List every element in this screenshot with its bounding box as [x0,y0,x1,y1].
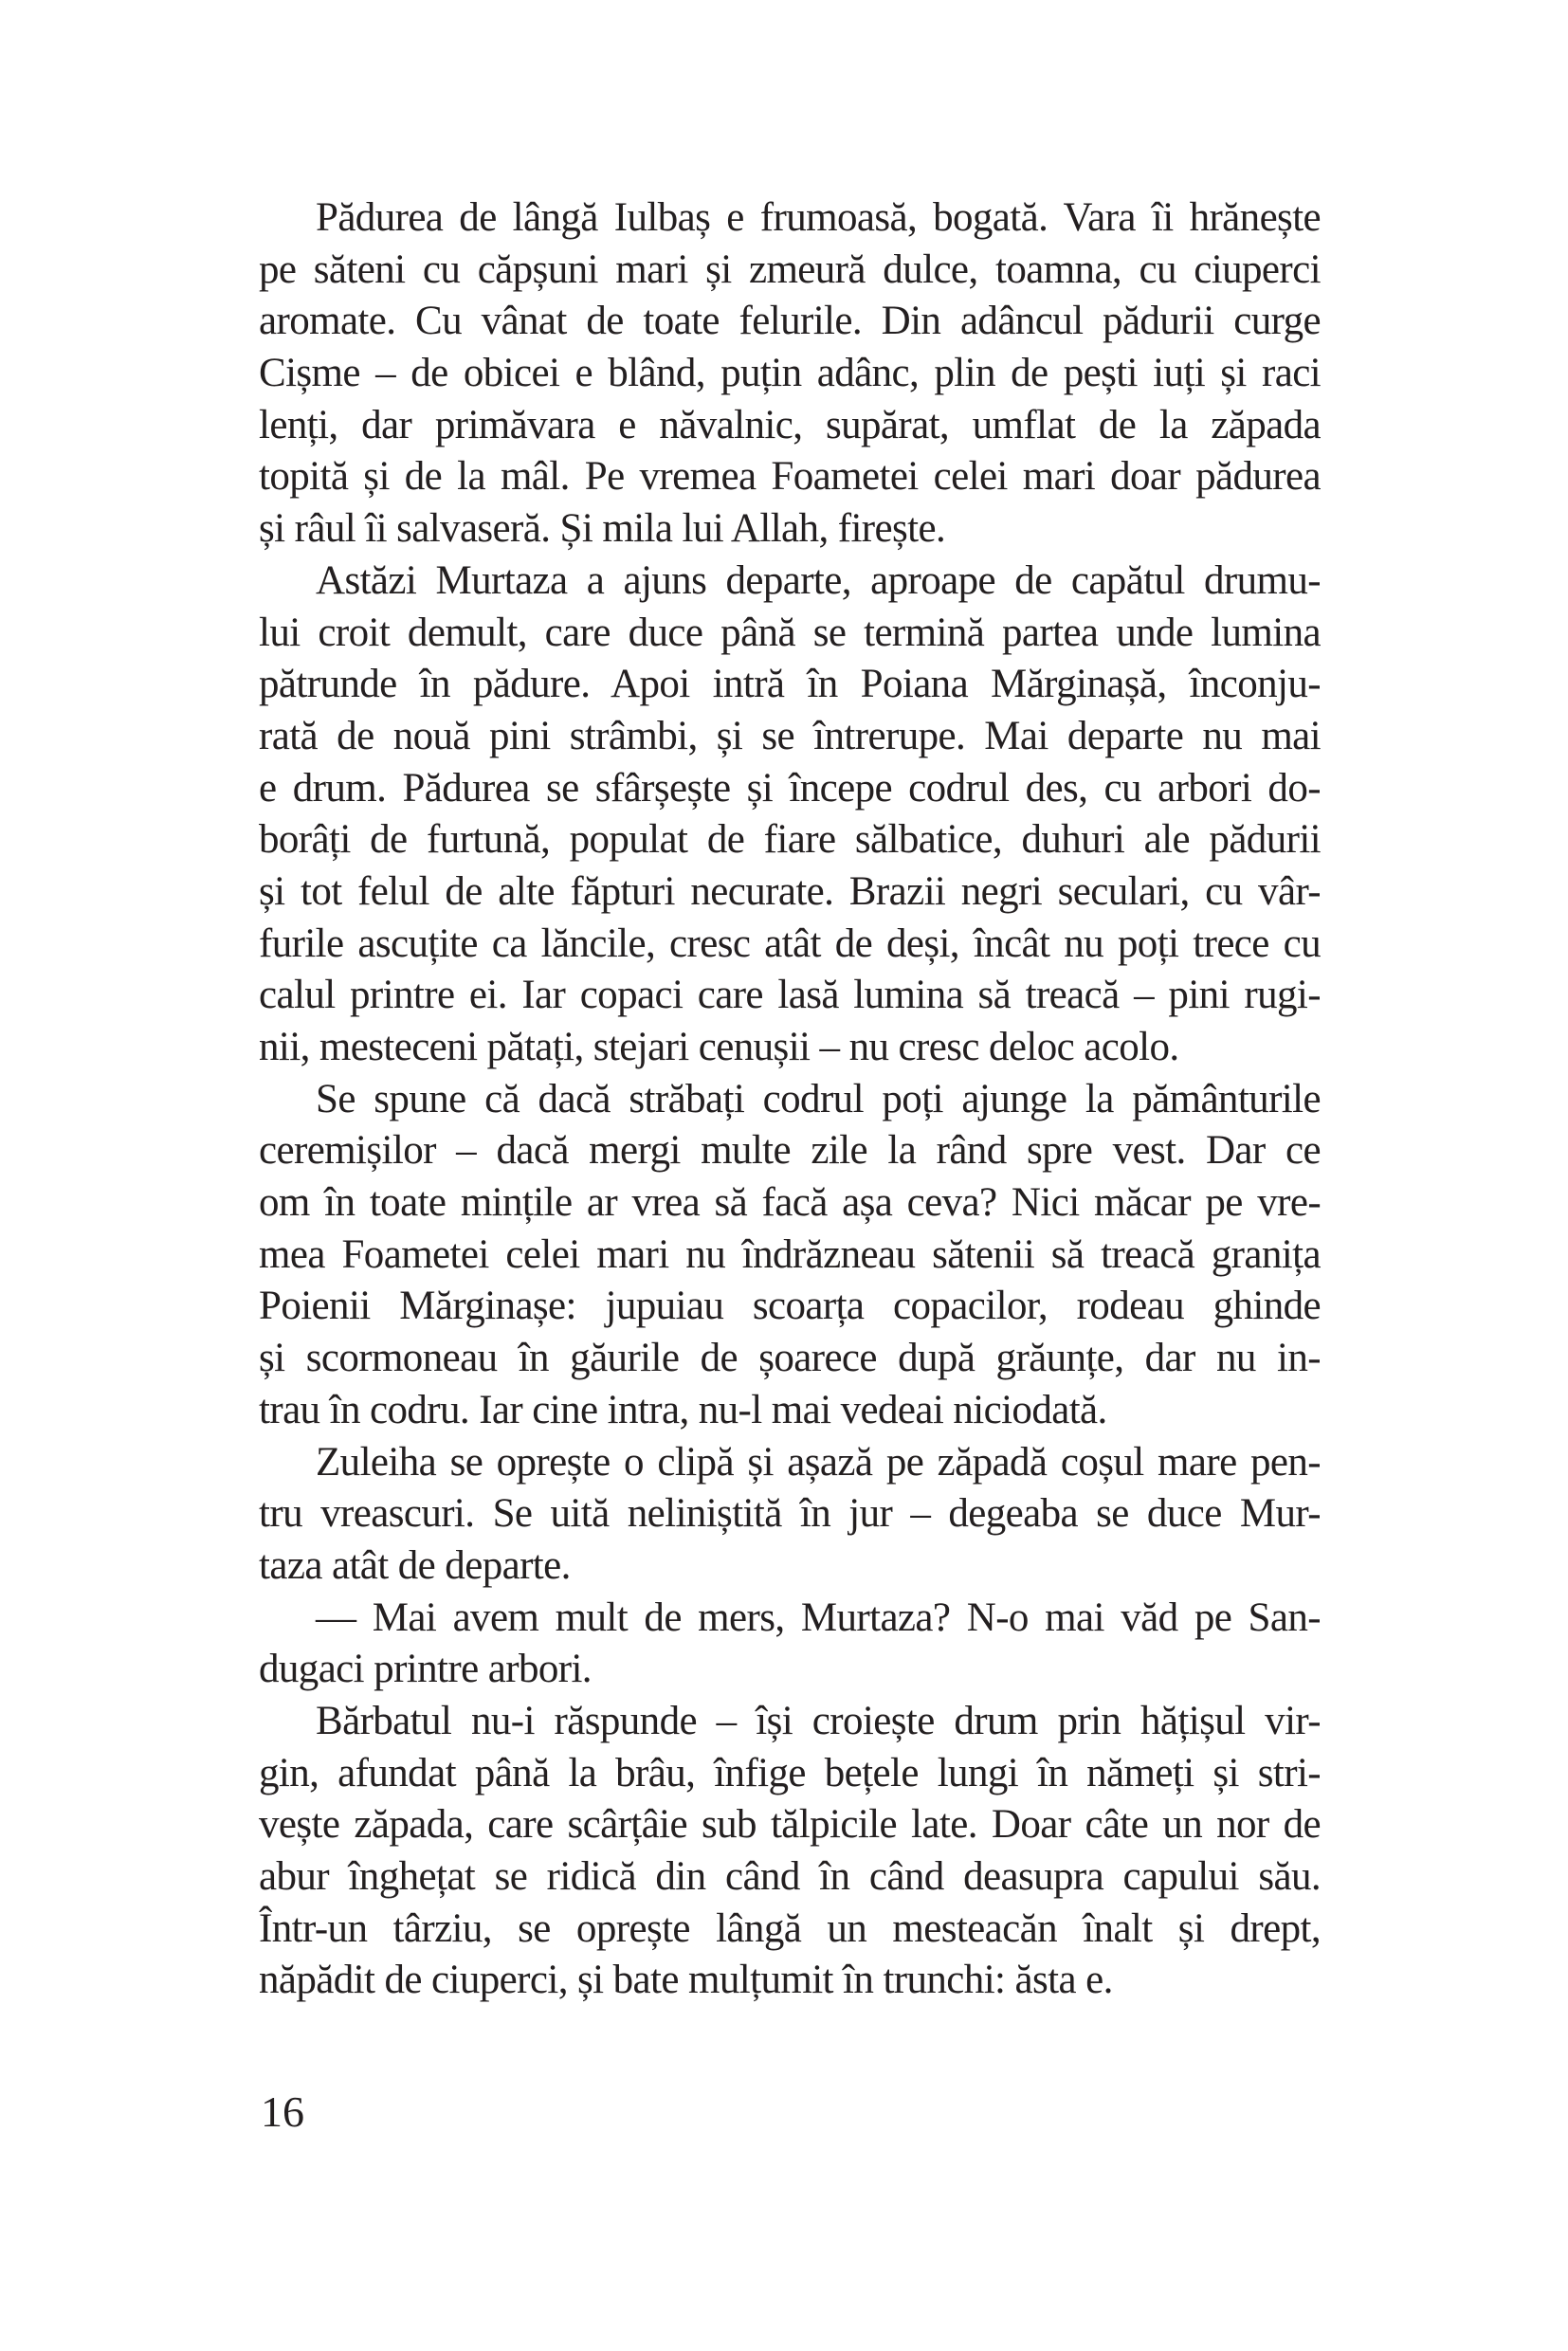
text-line: dugaci printre arbori. [259,1647,592,1692]
paragraph [259,1696,1321,2007]
text-line: taza atât de departe. [259,1542,571,1588]
text-line: nii, mesteceni pătați, stejari cenușii – nu cresc deloc acolo. [259,1025,1179,1069]
text-line: om în toate mințile ar vrea să facă așa ceva? Nici măcar pe vre- [259,1180,1322,1226]
page-number: 16 [261,2087,304,2136]
text-line: topită și de la mâl. Pe vremea Foametei celei mari doar pădurea [259,454,1321,500]
paragraph [259,1437,1321,1593]
text-line: aromate. Cu vânat de toate felurile. Din adâncul pădurii curge [259,299,1321,344]
text-line: și tot felul de alte făpturi necurate. Brazii negri seculari, cu vâr- [259,868,1322,914]
text-line: tru vreascuri. Se uită neliniștită în jur – degeaba se duce Mur- [259,1491,1321,1537]
text-line: calul printre ei. Iar copaci care lasă lumina să treacă – pini rugi- [259,973,1321,1018]
text-line: și scormoneau în găurile de șoarece după grăunțe, dar nu in- [259,1336,1321,1381]
text-line: lui croit demult, care duce până se termină partea unde lumina [259,610,1321,655]
text-line: mea Foametei celei mari nu îndrăzneau sătenii să treacă granița [259,1231,1321,1277]
text-line: trau în codru. Iar cine intra, nu-l mai vedeai niciodată. [259,1387,1107,1432]
text-line: Zuleiha se oprește o clipă și așază pe zăpadă coșul mare pen- [316,1439,1322,1485]
text-line: Pădurea de lângă Iulbaș e frumoasă, bogată. Vara îi hrănește [316,195,1322,240]
text-line: furile ascuțite ca lăncile, cresc atât de deși, încât nu poți trece cu [259,920,1322,966]
text-line: și râul îi salvaseră. Și mila lui Allah, firește. [259,506,946,552]
text-line: Astăzi Murtaza a ajuns departe, aproape de capătul drumu- [316,557,1321,603]
text-line: pătrunde în pădure. Apoi intră în Poiana Mărginașă, înconju- [259,662,1322,707]
text-line: borâți de furtună, populat de fiare sălbatice, duhuri ale pădurii [259,817,1322,863]
paragraph [259,556,1321,1074]
text-line: pe săteni cu căpșuni mari și zmeură dulce, toamna, cu ciuperci [259,246,1321,292]
text-line: Bărbatul nu-i răspunde – își croiește drum prin hățișul vir- [316,1698,1322,1743]
text-line: vește zăpada, care scârțâie sub tălpicile late. Doar câte un nor de [259,1802,1322,1848]
text-line: Cișme – de obicei e blând, puțin adânc, plin de pești iuți și raci [259,351,1322,396]
text-line: Poienii Mărginașe: jupuiau scoarța copacilor, rodeau ghinde [259,1284,1321,1329]
text-line: lenți, dar primăvara e năvalnic, supărat, umflat de la zăpada [259,402,1322,447]
text-line: Se spune că dacă străbați codrul poți ajunge la pământurile [316,1076,1321,1121]
text-line: e drum. Pădurea se sfârșește și începe codrul des, cu arbori do- [259,765,1321,811]
body-text [259,192,1321,2007]
text-line: rată de nouă pini strâmbi, și se întrerupe. Mai departe nu mai [259,713,1322,758]
text-line: gin, afundat până la brâu, înfige bețele lungi în nămeți și stri- [259,1750,1322,1795]
text-line: ceremișilor – dacă mergi multe zile la rând spre vest. Dar ce [259,1128,1321,1174]
paragraph [259,192,1321,556]
text-line: Într-un târziu, se oprește lângă un mesteacăn înalt și drept, [259,1905,1321,1951]
text-line: — Mai avem mult de mers, Murtaza? N-o mai văd pe San- [316,1595,1321,1640]
text-line: năpădit de ciuperci, și bate mulțumit în trunchi: ăsta e. [259,1958,1113,2003]
paragraph [259,1074,1321,1437]
dialogue-paragraph [259,1593,1321,1696]
text-line: abur înghețat se ridică din când în când deasupra capului său. [259,1854,1321,1899]
